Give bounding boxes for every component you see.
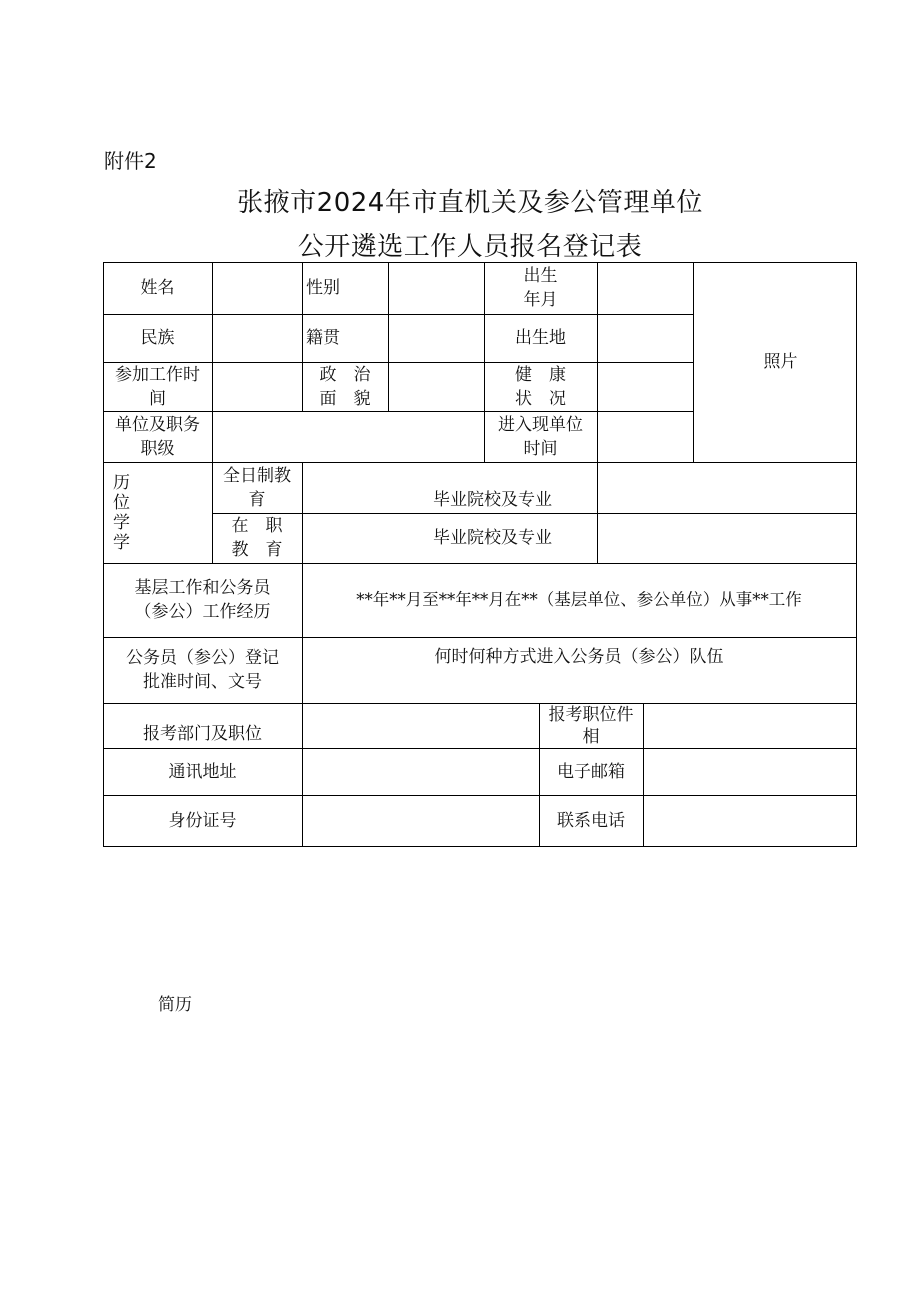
entry-time-label: 进入现单位 时间 — [498, 414, 583, 459]
birthplace-field[interactable] — [597, 314, 693, 362]
resume-label: 简历 — [158, 995, 192, 1015]
apply-department-label: 报考部门及职位 — [143, 724, 262, 744]
birth-date-label: 出生 年月 — [523, 266, 558, 310]
email-field[interactable] — [643, 748, 856, 795]
fulltime-school-major-label: 毕业院校及专业 — [433, 489, 552, 510]
attachment-label: 附件2 — [104, 149, 157, 173]
grassroots-experience-field[interactable]: **年**月至**年**月在**（基层单位、参公单位）从事**工作 — [356, 590, 802, 609]
fulltime-education-label: 全日制教 育 — [223, 465, 291, 510]
work-start-field[interactable] — [212, 362, 302, 411]
name-label: 姓名 — [140, 278, 175, 298]
gender-label: 性别 — [306, 278, 340, 298]
apply-department-field[interactable] — [302, 703, 539, 748]
inservice-education-field[interactable] — [302, 513, 388, 563]
apply-position-code-field[interactable] — [643, 703, 856, 748]
photo-box[interactable]: 照片 — [763, 352, 798, 372]
email-label: 电子邮箱 — [557, 761, 625, 782]
ethnicity-field[interactable] — [212, 314, 302, 362]
unit-position-field[interactable] — [212, 411, 484, 462]
fulltime-education-field[interactable] — [302, 462, 388, 513]
work-start-label: 参加工作时 间 — [115, 364, 200, 409]
id-number-field[interactable] — [302, 795, 539, 846]
native-place-field[interactable] — [388, 314, 484, 362]
political-status-label: 政 治 面 貌 — [319, 364, 371, 409]
entry-time-field[interactable] — [597, 411, 693, 462]
gender-field[interactable] — [388, 262, 484, 314]
native-place-label: 籍贯 — [306, 328, 340, 348]
form-title-line-1: 张掖市2024年市直机关及参公管理单位 — [237, 188, 703, 218]
birth-date-field[interactable] — [597, 262, 693, 314]
id-number-label: 身份证号 — [168, 810, 237, 831]
inservice-school-major-label: 毕业院校及专业 — [433, 528, 552, 548]
address-label: 通讯地址 — [168, 761, 237, 782]
phone-field[interactable] — [643, 795, 856, 846]
address-field[interactable] — [302, 748, 539, 795]
inservice-school-major-field[interactable] — [597, 513, 856, 563]
registration-approval-field[interactable]: 何时何种方式进入公务员（参公）队伍 — [434, 647, 724, 667]
phone-label: 联系电话 — [557, 810, 625, 831]
ethnicity-label: 民族 — [140, 328, 175, 348]
grassroots-experience-label: 基层工作和公务员 （参公）工作经历 — [134, 578, 271, 622]
health-label: 健 康 状 况 — [515, 364, 566, 409]
name-field[interactable] — [212, 262, 302, 314]
registration-approval-label: 公务员（参公）登记 批准时间、文号 — [126, 648, 279, 692]
political-status-field[interactable] — [388, 362, 484, 411]
health-field[interactable] — [597, 362, 693, 411]
education-degree-label: 历 位 学 学 — [113, 472, 130, 553]
apply-position-code-label: 报考职位件 相 — [548, 704, 634, 747]
birthplace-label: 出生地 — [515, 328, 566, 348]
fulltime-school-major-field[interactable] — [597, 462, 856, 513]
inservice-education-label: 在 职 教 育 — [231, 516, 283, 560]
form-title-line-2: 公开遴选工作人员报名登记表 — [297, 232, 643, 262]
unit-position-label: 单位及职务 职级 — [115, 414, 200, 459]
